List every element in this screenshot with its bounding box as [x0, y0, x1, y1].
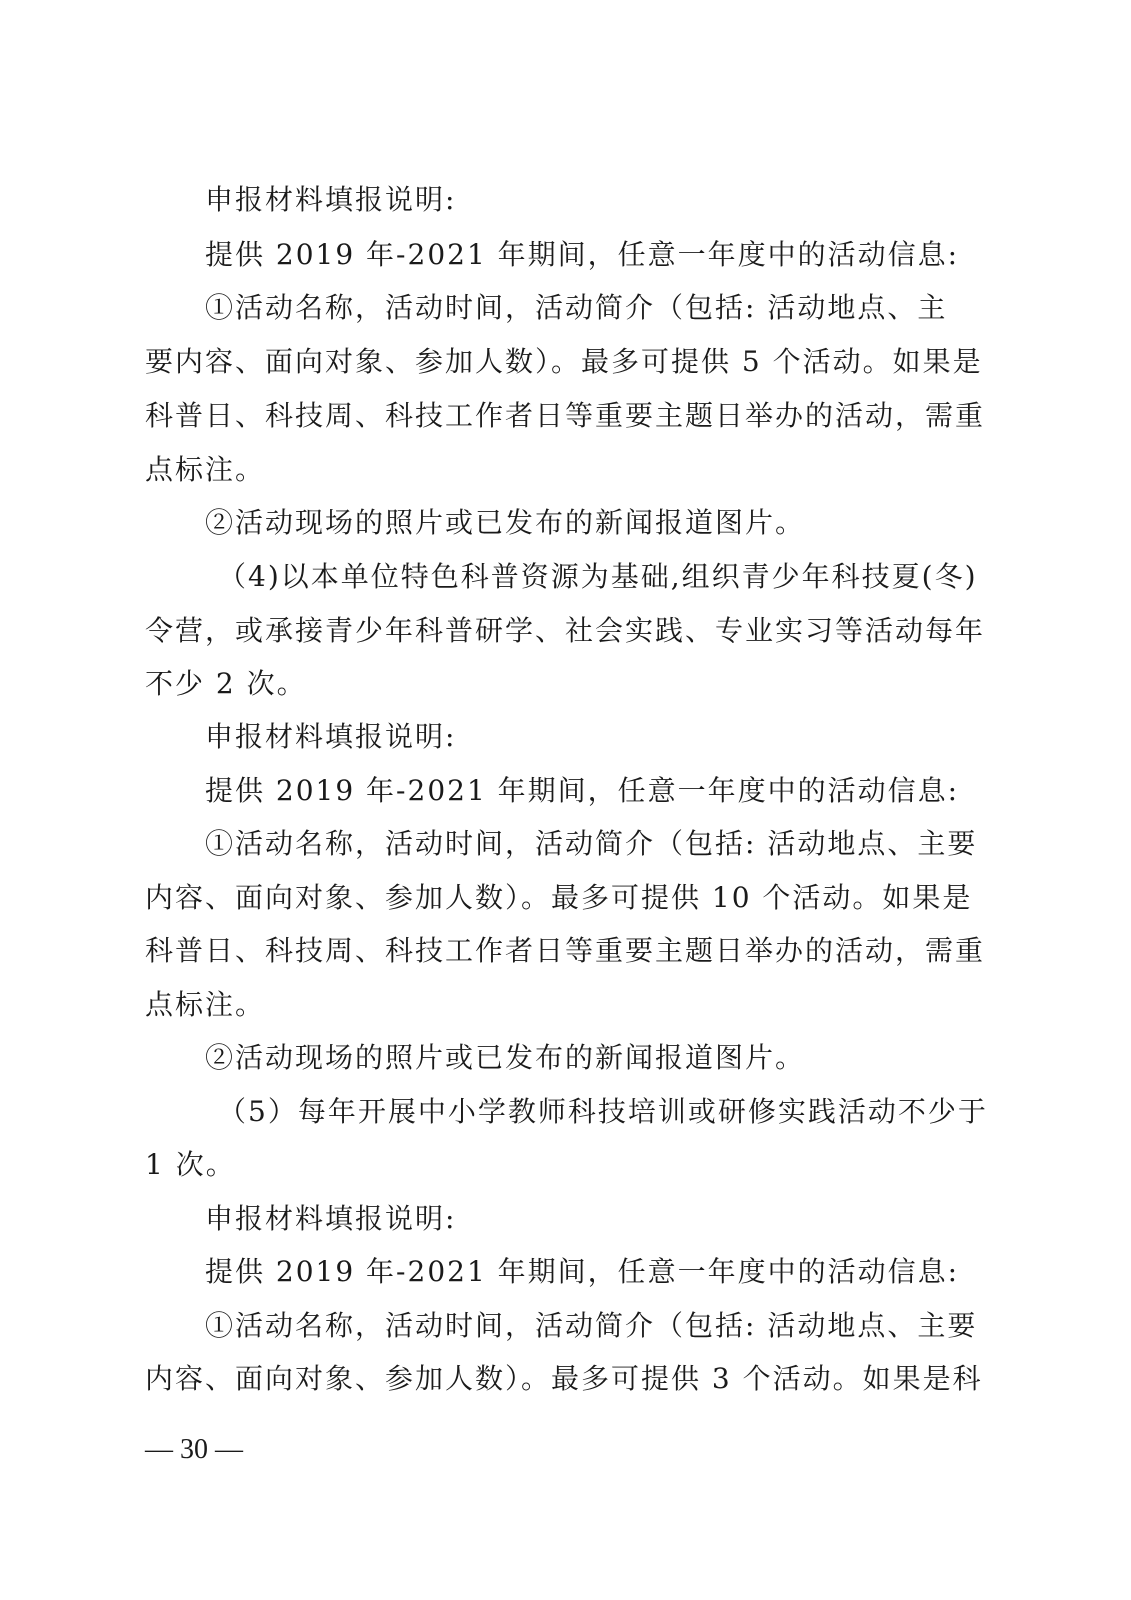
item-heading: （5）每年开展中小学教师科技培训或研修实践活动不少于 [218, 1095, 988, 1128]
body-line: 科普日、科技周、科技工作者日等重要主题日举办的活动，需重 [145, 934, 986, 967]
body-line: 内容、面向对象、参加人数）。最多可提供 10 个活动。如果是 [145, 881, 973, 914]
body-line: 点标注。 [145, 453, 266, 486]
section-heading: 申报材料填报说明: [205, 1202, 457, 1235]
body-line: 不少 2 次。 [145, 667, 307, 700]
body-line: 提供 2019 年-2021 年期间，任意一年度中的活动信息: [205, 1255, 960, 1288]
body-line: ①活动名称，活动时间，活动简介（包括: 活动地点、主 [205, 291, 948, 324]
section-heading: 申报材料填报说明: [205, 720, 457, 753]
body-line: 要内容、面向对象、参加人数）。最多可提供 5 个活动。如果是 [145, 345, 983, 378]
body-line: ②活动现场的照片或已发布的新闻报道图片。 [205, 506, 806, 539]
body-line: 提供 2019 年-2021 年期间，任意一年度中的活动信息: [205, 774, 960, 807]
body-line: ①活动名称，活动时间，活动简介（包括: 活动地点、主要 [205, 827, 978, 860]
body-line: 科普日、科技周、科技工作者日等重要主题日举办的活动，需重 [145, 399, 986, 432]
body-line: ①活动名称，活动时间，活动简介（包括: 活动地点、主要 [205, 1309, 978, 1342]
body-line: ②活动现场的照片或已发布的新闻报道图片。 [205, 1041, 806, 1074]
page-number: — 30 — [145, 1434, 243, 1465]
item-heading: （4)以本单位特色科普资源为基础,组织青少年科技夏(冬) [218, 560, 978, 593]
body-line: 令营，或承接青少年科普研学、社会实践、专业实习等活动每年 [145, 614, 986, 647]
body-line: 内容、面向对象、参加人数）。最多可提供 3 个活动。如果是科 [145, 1362, 983, 1395]
section-heading: 申报材料填报说明: [205, 183, 457, 216]
body-line: 点标注。 [145, 988, 266, 1021]
body-line: 提供 2019 年-2021 年期间，任意一年度中的活动信息: [205, 238, 960, 271]
body-line: 1 次。 [145, 1148, 236, 1181]
